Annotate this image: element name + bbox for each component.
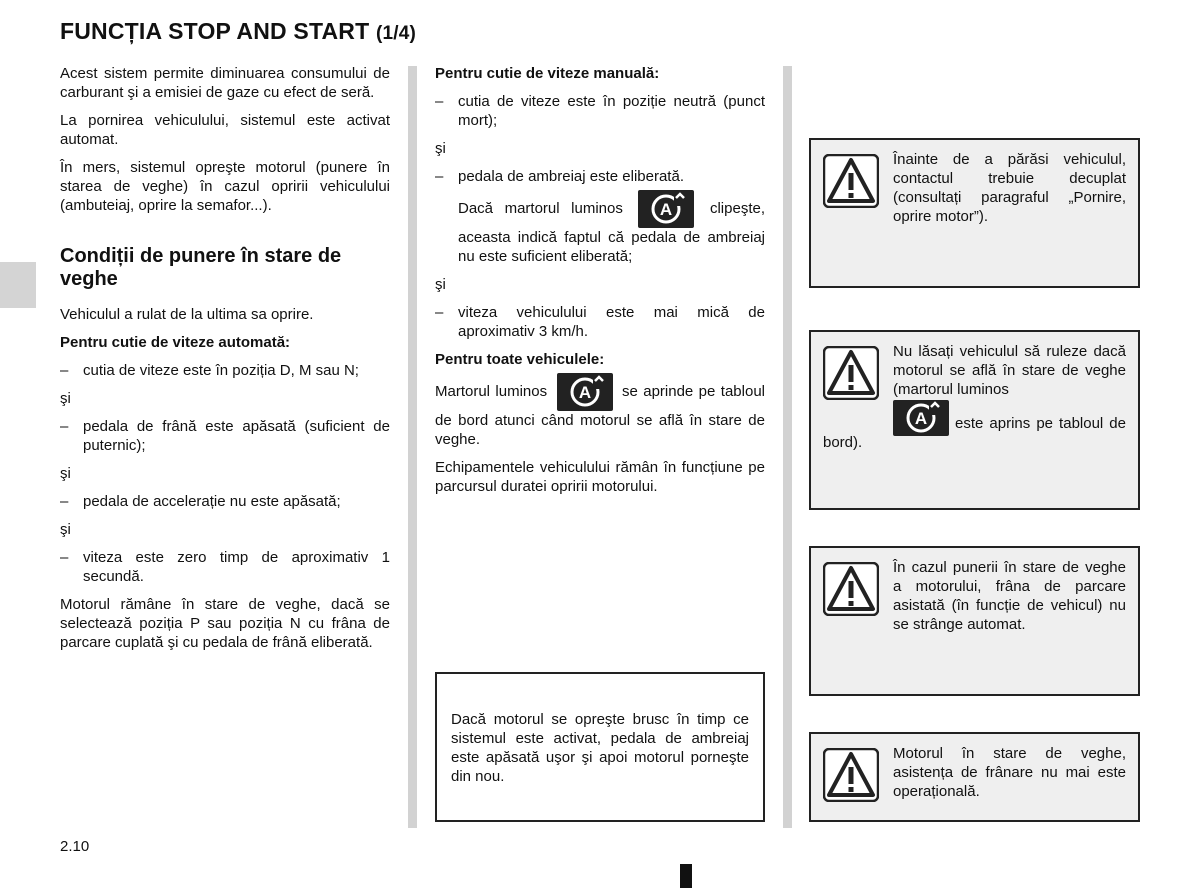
auto-condition-4: – viteza este zero timp de aproximativ 1 secundă. <box>60 548 390 586</box>
page-number: 2.10 <box>60 838 90 855</box>
column-divider <box>408 66 417 828</box>
warning-triangle-icon <box>823 748 879 802</box>
auto-condition-2: – pedala de frână este apăsată (suficient de puternic); <box>60 417 390 455</box>
automatic-gearbox-label: Pentru cutie de viteze automată: <box>60 334 291 351</box>
warning-text-continued: este aprins pe tabloul de bord). <box>823 415 1126 451</box>
page-edge-marker <box>680 864 692 888</box>
svg-text:A: A <box>660 200 673 219</box>
manual-condition-3: – viteza vehiculului este mai mică de aproximativ 3 km/h. <box>435 303 765 341</box>
warning-triangle-icon <box>823 562 879 616</box>
note-text: Dacă motorul se opreşte brusc în timp ce sistemul este activat, pedala de ambreiaj este apăsată uşor şi apoi motorul porneşte din nou. <box>451 711 749 785</box>
warning-text: Înainte de a părăsi vehiculul, contactul trebuie decuplat (consultați paragraful „Pornire, oprire motor”). <box>893 151 1126 225</box>
column-middle <box>435 64 765 505</box>
warning-text: În cazul punerii în stare de veghe a motorului, frâna de parcare asistată (în funcție de vehicul) nu se strânge automat. <box>893 559 1126 633</box>
intro-paragraph-2: La pornirea vehiculului, sistemul este activat automat. <box>60 112 390 148</box>
condition-intro: Vehiculul a rulat de la ultima sa oprire. <box>60 306 314 323</box>
all-vehicles-label: Pentru toate vehiculele: <box>435 351 605 368</box>
and-separator: şi <box>60 390 71 407</box>
standby-paragraph: Motorul rămâne în stare de veghe, dacă se selectează poziția P sau poziția N cu frâna de parcare cuplată şi cu pedala de frână eliberată. <box>60 596 390 651</box>
indicator-paragraph <box>435 373 765 449</box>
stop-start-indicator-icon <box>557 373 613 411</box>
intro-paragraph-1: Acest sistem permite diminuarea consumului de carburant şi a emisiei de gaze cu efect de seră. <box>60 65 390 101</box>
warning-box <box>809 546 1140 696</box>
light-text-post: se aprinde pe tabloul de bord atunci când motorul se află în stare de veghe. <box>435 382 765 448</box>
warning-triangle-icon <box>823 154 879 208</box>
warning-text: Motorul în stare de veghe, asistența de frânare nu mai este operațională. <box>893 745 1126 800</box>
stop-start-indicator-icon <box>638 190 694 228</box>
warning-text: Nu lăsați vehiculul să ruleze dacă motorul se află în stare de veghe (martorul luminos <box>893 343 1126 398</box>
equipment-paragraph: Echipamentele vehiculului rămân în funcțiune pe parcursul duratei opririi motorului. <box>435 459 765 495</box>
warning-box <box>809 138 1140 288</box>
blink-paragraph <box>435 190 765 266</box>
title-text: FUNCȚIA STOP AND START <box>60 18 370 44</box>
chapter-tab-marker <box>0 262 36 308</box>
auto-condition-3: – pedala de accelerație nu este apăsată; <box>60 492 390 511</box>
column-divider <box>783 66 792 828</box>
blink-text-pre: Dacă martorul luminos <box>458 199 623 217</box>
and-separator: şi <box>60 521 71 538</box>
blink-text-post: clipeşte, aceasta indică faptul că pedala de ambreiaj nu este suficient eliberată; <box>458 199 765 265</box>
page-title <box>60 18 416 45</box>
and-separator: şi <box>435 140 446 157</box>
warning-triangle-icon <box>823 346 879 400</box>
manual-condition-1: – cutia de viteze este în poziție neutră (punct mort); <box>435 92 765 130</box>
warning-box <box>809 330 1140 510</box>
intro-paragraph-3: În mers, sistemul opreşte motorul (punere în starea de veghe) în cazul opririi vehiculului (ambuteiaj, oprire la semafor...). <box>60 159 390 214</box>
note-box <box>435 672 765 822</box>
manual-condition-2: – pedala de ambreiaj este eliberată. <box>435 167 765 186</box>
svg-text:A: A <box>914 409 928 428</box>
section-heading: Condiții de punere în stare de veghe <box>60 245 342 290</box>
and-separator: şi <box>435 276 446 293</box>
auto-condition-1: – cutia de viteze este în poziția D, M sau N; <box>60 361 390 380</box>
manual-gearbox-label: Pentru cutie de viteze manuală: <box>435 65 660 82</box>
warning-box <box>809 732 1140 822</box>
column-left <box>60 64 390 661</box>
svg-text:A: A <box>578 383 591 402</box>
light-text-pre: Martorul luminos <box>435 382 548 400</box>
title-part: (1/4) <box>375 23 417 44</box>
and-separator: şi <box>60 465 71 482</box>
